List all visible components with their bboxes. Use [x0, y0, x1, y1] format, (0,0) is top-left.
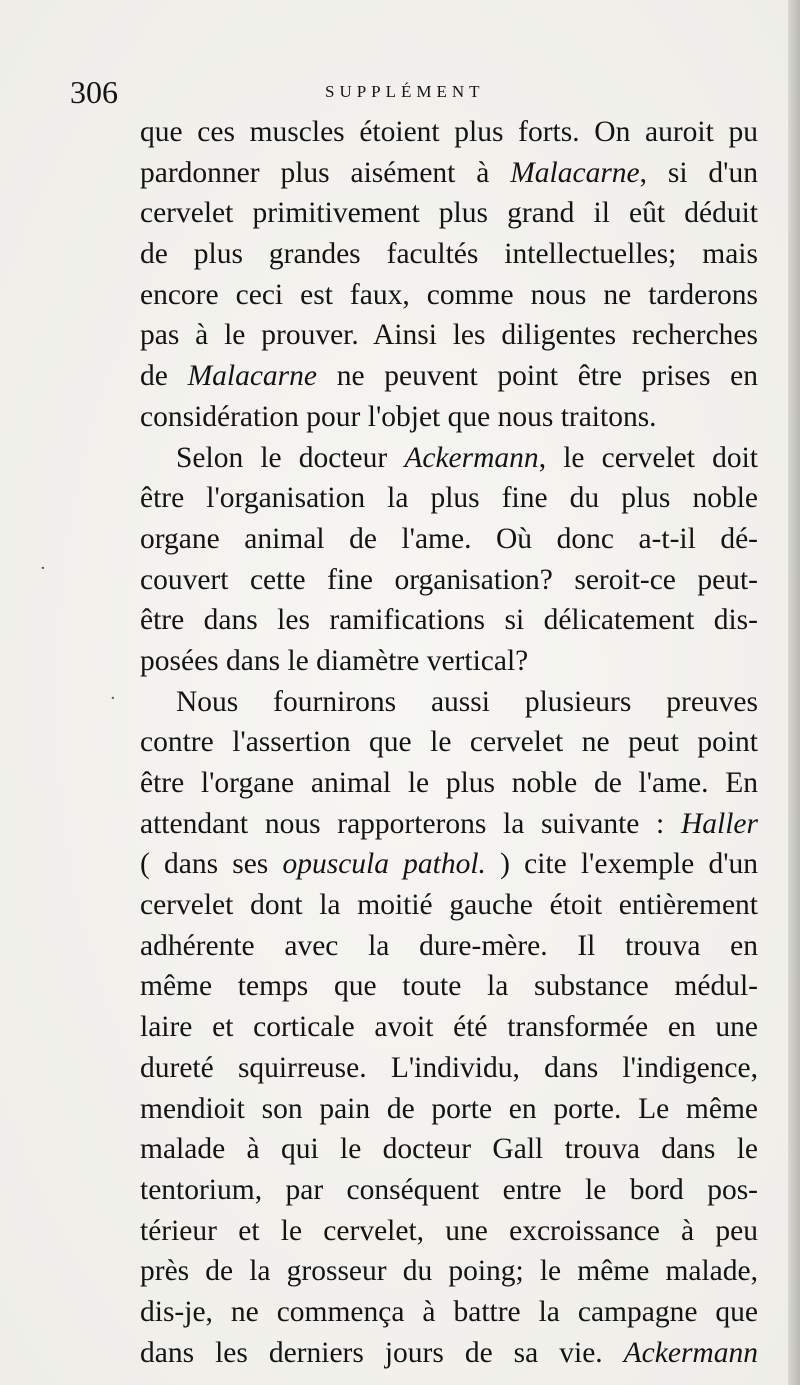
text-run: cervelet primitivement plus grand il eût déduit	[140, 197, 758, 230]
text-line	[140, 926, 758, 967]
text-run: pas à le prouver. Ainsi les diligentes recherches	[140, 319, 758, 352]
text-run: pardonner plus aisément à	[140, 156, 511, 189]
text-line	[140, 1007, 758, 1048]
text-run: être dans les ramifications si délicatement dis-	[140, 604, 758, 637]
text-run: Selon le docteur	[176, 441, 405, 474]
text-line	[140, 153, 758, 194]
text-run: mendioit son pain de porte en porte. Le même	[140, 1092, 758, 1125]
text-run: contre l'assertion que le cervelet ne peut point	[140, 726, 758, 759]
text-line	[140, 966, 758, 1007]
text-line	[140, 193, 758, 234]
text-line	[140, 682, 758, 723]
text-line	[140, 722, 758, 763]
italic-name: opuscula pathol.	[282, 848, 486, 881]
text-line	[140, 112, 758, 153]
text-run: tentorium, par conséquent entre le bord pos-	[140, 1173, 758, 1206]
text-line	[140, 1292, 758, 1333]
body-text	[140, 112, 758, 1373]
text-line	[140, 560, 758, 601]
text-run: organe animal de l'ame. Où donc a-t-il dé-	[140, 522, 758, 555]
text-line	[140, 1129, 758, 1170]
text-line	[140, 519, 758, 560]
text-line	[140, 438, 758, 479]
text-run: ( dans ses	[140, 848, 283, 881]
text-run: térieur et le cervelet, une excroissance à peu	[140, 1214, 758, 1247]
text-run: laire et corticale avoit été transformée en une	[140, 1011, 758, 1044]
italic-name: Haller	[680, 807, 758, 840]
text-line	[140, 804, 758, 845]
text-run: ne peuvent point être prises en	[317, 360, 759, 393]
text-run: posées dans le diamètre vertical?	[140, 644, 529, 677]
text-line	[140, 763, 758, 804]
italic-name: Ackermann	[404, 441, 539, 474]
running-head: SUPPLÉMENT	[325, 82, 485, 101]
text-line	[140, 1048, 758, 1089]
text-run: , le cervelet doit	[538, 441, 758, 474]
text-line	[140, 1211, 758, 1252]
text-run: de plus grandes facultés intellectuelles; mais	[140, 238, 758, 271]
page-header	[70, 72, 760, 112]
text-line	[140, 1333, 758, 1374]
text-line	[140, 885, 758, 926]
text-line	[140, 234, 758, 275]
text-line	[140, 600, 758, 641]
text-run: , si d'un	[639, 156, 759, 189]
text-run: couvert cette fine organisation? seroit-ce peut-	[140, 563, 758, 596]
text-run: même temps que toute la substance médul-	[140, 970, 758, 1003]
text-line	[140, 478, 758, 519]
text-run: encore ceci est faux, comme nous ne tarderons	[140, 278, 758, 311]
italic-name: Malacarne	[510, 156, 640, 189]
text-line	[140, 1170, 758, 1211]
text-run: Nous fournirons aussi plusieurs preuves	[176, 685, 758, 718]
text-line	[140, 844, 758, 885]
text-run: être l'organisation la plus fine du plus noble	[140, 482, 758, 515]
text-run: dis-je, ne commença à battre la campagne que	[140, 1295, 758, 1328]
text-line	[140, 397, 758, 438]
margin-speck: ·	[110, 688, 116, 709]
text-run: que ces muscles étoient plus forts. On auroit pu	[140, 116, 758, 148]
text-line	[140, 356, 758, 397]
page-number: 306	[70, 74, 118, 110]
text-line	[140, 1089, 758, 1130]
text-run: malade à qui le docteur Gall trouva dans le	[140, 1133, 758, 1166]
text-run: adhérente avec la dure-mère. Il trouva en	[140, 929, 758, 962]
text-run: cervelet dont la moitié gauche étoit entièrement	[140, 889, 758, 922]
text-run: dureté squirreuse. L'individu, dans l'indigence,	[140, 1051, 758, 1084]
text-run: dans les derniers jours de sa vie.	[140, 1336, 624, 1369]
text-run: considération pour l'objet que nous traitons.	[140, 400, 657, 433]
text-run: ) cite l'exemple d'un	[485, 848, 759, 881]
text-run: être l'organe animal le plus noble de l'ame. En	[140, 767, 758, 799]
text-line	[140, 641, 758, 682]
margin-speck: ·	[40, 558, 46, 579]
text-line	[140, 275, 758, 316]
text-run: attendant nous rapporterons la suivante :	[140, 807, 681, 840]
text-line	[140, 1251, 758, 1292]
text-line	[140, 315, 758, 356]
page-edge-shadow	[788, 0, 800, 1385]
italic-name: Ackermann	[623, 1336, 758, 1369]
text-run: près de la grosseur du poing; le même malade,	[140, 1255, 758, 1288]
text-run: de	[140, 360, 188, 393]
italic-name: Malacarne	[187, 360, 317, 393]
